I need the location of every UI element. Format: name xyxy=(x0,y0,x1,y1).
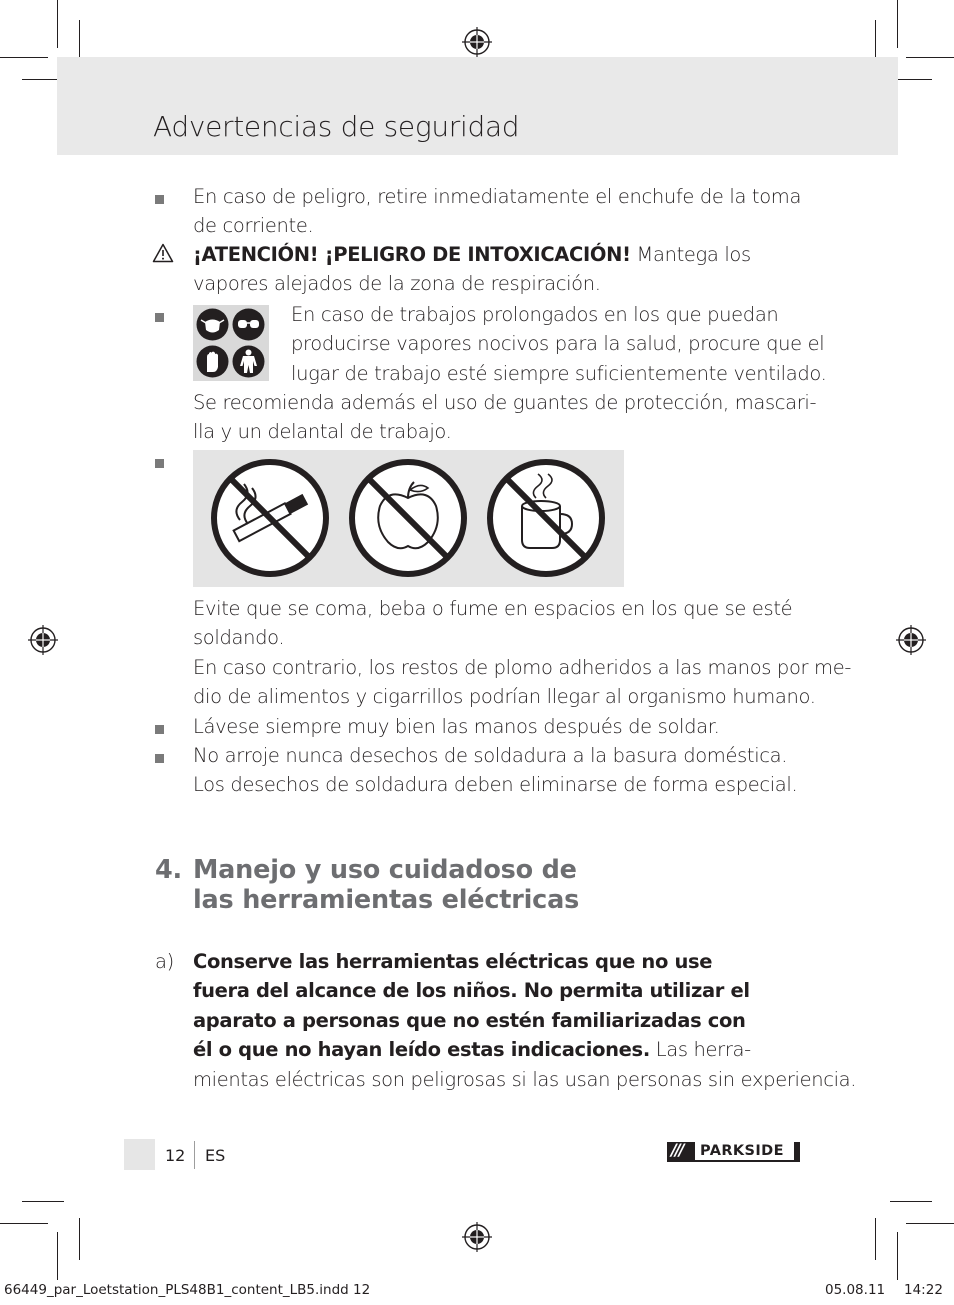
section-number: 4. xyxy=(155,855,183,885)
text-line: lugar de trabajo esté siempre suficientemente ventilado. xyxy=(291,361,827,385)
crop-mark xyxy=(57,1232,58,1280)
text-line: Los desechos de soldadura deben eliminarse de forma especial. xyxy=(193,773,798,797)
prohibition-pictogram xyxy=(193,450,624,587)
section-title xyxy=(193,856,579,915)
warning-label: ¡ATENCIÓN! ¡PELIGRO DE INTOXICACIÓN! xyxy=(193,243,631,266)
crop-mark xyxy=(57,0,58,48)
text-line: Lávese siempre muy bien las manos después de soldar. xyxy=(193,715,720,738)
warning-triangle-icon xyxy=(152,243,174,263)
bullet-marker xyxy=(155,754,164,763)
text-line: En caso de trabajos prolongados en los que puedan xyxy=(291,303,779,326)
text-line: aparato a personas que no estén familiarizadas con xyxy=(193,1008,746,1032)
crop-mark xyxy=(897,1232,898,1280)
crop-mark xyxy=(79,1218,80,1260)
text-line xyxy=(193,240,751,269)
brand-logo-slashes: /// xyxy=(671,1140,683,1159)
text-line: de corriente. xyxy=(193,214,314,238)
text-line: vapores alejados de la zona de respiración. xyxy=(193,272,601,296)
text-line: lla y un delantal de trabajo. xyxy=(193,420,452,444)
crop-mark xyxy=(906,1223,954,1224)
protective-suit-icon xyxy=(232,345,265,378)
text-line: soldando. xyxy=(193,626,285,650)
no-smoking-icon xyxy=(210,458,330,578)
safety-goggles-icon xyxy=(232,308,265,341)
page-title: Advertencias de seguridad xyxy=(153,110,520,143)
crop-mark xyxy=(875,1218,876,1260)
ppe-pictogram xyxy=(193,305,269,381)
print-slug-file: 66449_par_Loetstation_PLS48B1_content_LB5.indd 12 xyxy=(4,1282,371,1298)
text-line: mientas eléctricas son peligrosas si las usan personas sin experiencia. xyxy=(193,1067,857,1091)
text-line: producirse vapores nocivos para la salud, procure que el xyxy=(291,332,825,356)
language-code: ES xyxy=(205,1146,226,1165)
safety-item-ventilation xyxy=(291,300,826,388)
print-slug-date: 05.08.11 xyxy=(825,1282,886,1298)
text-line: fuera del alcance de los niños. No permita utilizar el xyxy=(193,979,750,1003)
point-a-text xyxy=(193,947,856,1094)
safety-item-ventilation-cont xyxy=(193,388,816,447)
no-eating-icon xyxy=(348,458,468,578)
footer-tab xyxy=(124,1139,155,1170)
crop-mark xyxy=(897,0,898,48)
safety-item-unplug xyxy=(193,182,801,241)
crop-mark xyxy=(0,1223,48,1224)
text-line: En caso de peligro, retire inmediatamente el enchufe de la toma xyxy=(193,185,802,208)
text-line: Conserve las herramientas eléctricas que no use xyxy=(193,950,713,973)
text-line: Evite que se coma, beba o fume en espacios en los que se esté xyxy=(193,597,793,620)
safety-item-wash-hands xyxy=(193,712,719,741)
protective-gloves-icon xyxy=(196,345,229,378)
text-line: No arroje nunca desechos de soldadura a la basura doméstica. xyxy=(193,744,788,767)
warning-text: Mantega los xyxy=(630,243,751,266)
text-line: dio de alimentos y cigarrillos podrían llegar al organismo humano. xyxy=(193,685,816,709)
bullet-marker xyxy=(155,195,164,204)
text-line xyxy=(193,1035,856,1064)
registration-mark-icon xyxy=(28,625,58,655)
bold-text: él o que no hayan leído estas indicaciones. xyxy=(193,1038,650,1062)
footer-divider xyxy=(194,1141,195,1169)
registration-mark-icon xyxy=(462,27,492,57)
print-slug-time: 14:22 xyxy=(904,1282,943,1298)
crop-mark xyxy=(890,1201,932,1202)
text-line: Se recomienda además el uso de guantes de protección, mascari- xyxy=(193,391,817,414)
regular-text: Las herra- xyxy=(649,1038,751,1062)
bullet-marker xyxy=(155,459,164,468)
crop-mark xyxy=(875,20,876,62)
section-title-line: Manejo y uso cuidadoso de xyxy=(193,855,577,885)
registration-mark-icon xyxy=(462,1222,492,1252)
safety-item-no-eating xyxy=(193,594,851,712)
safety-item-intoxication-warning xyxy=(193,240,751,299)
crop-mark xyxy=(0,57,48,58)
crop-mark xyxy=(79,20,80,62)
point-marker: a) xyxy=(155,950,174,973)
face-mask-icon xyxy=(196,308,229,341)
registration-mark-icon xyxy=(896,625,926,655)
crop-mark xyxy=(906,57,954,58)
bullet-marker xyxy=(155,313,164,322)
section-title-line: las herramientas eléctricas xyxy=(193,884,580,915)
brand-logo-text: PARKSIDE xyxy=(700,1143,784,1159)
safety-item-waste-disposal xyxy=(193,741,797,800)
no-drinking-icon xyxy=(486,458,606,578)
text-line: En caso contrario, los restos de plomo adheridos a las manos por me- xyxy=(193,655,852,679)
bullet-marker xyxy=(155,725,164,734)
crop-mark xyxy=(22,1201,64,1202)
page-number: 12 xyxy=(165,1146,186,1165)
